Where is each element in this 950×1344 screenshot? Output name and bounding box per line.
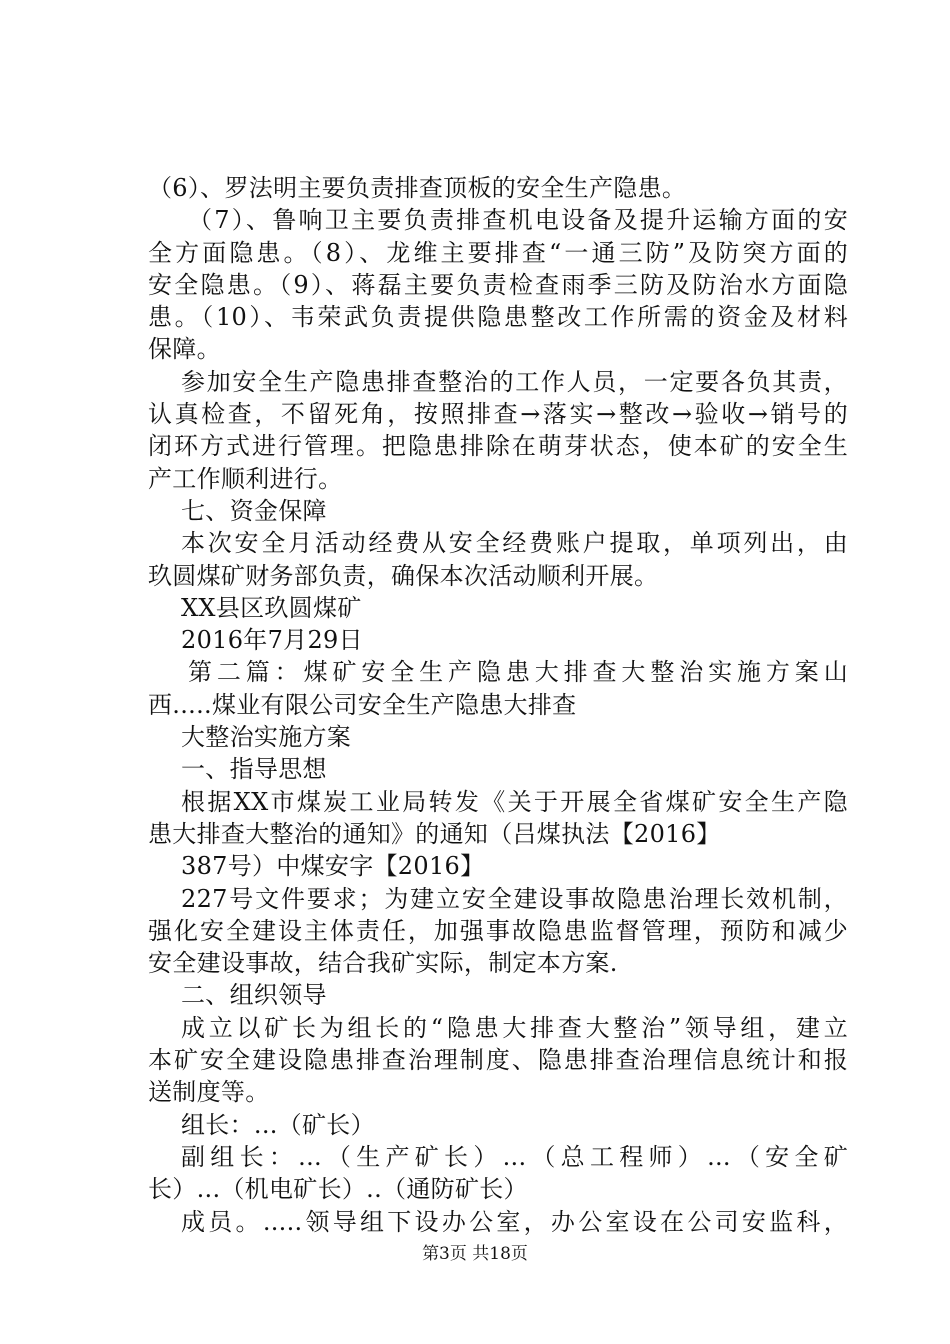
text-line: 认真检查，不留死角，按照排查→落实→整改→验收→销号的	[148, 400, 848, 429]
section-heading: 七、资金保障	[181, 496, 327, 525]
text-line: 大整治实施方案	[181, 723, 352, 752]
text-line: 安全隐患。（9）、蒋磊主要负责检查雨季三防及防治水方面隐	[148, 270, 848, 299]
text-line: （6）、罗法明主要负责排查顶板的安全生产隐患。	[148, 174, 687, 202]
section-heading: 一、指导思想	[181, 755, 327, 784]
signature-org: XX县区玖圆煤矿	[181, 593, 362, 622]
page-number-footer: 第3页 共18页	[422, 1244, 528, 1264]
text-line: 成立以矿长为组长的“隐患大排查大整治”领导组，建立	[181, 1013, 848, 1042]
text-line: 患。（10）、韦荣武负责提供隐患整改工作所需的资金及材料	[148, 303, 848, 332]
text-line: 产工作顺利进行。	[148, 464, 343, 493]
text-line: 全方面隐患。（8）、龙维主要排查“一通三防”及防突方面的	[148, 238, 848, 267]
text-line: 玖圆煤矿财务部负责，确保本次活动顺利开展。	[148, 561, 659, 590]
section-heading: 二、组织领导	[181, 981, 327, 1010]
text-line: 参加安全生产隐患排查整治的工作人员，一定要各负其责，	[181, 367, 848, 396]
text-line: 根据XX市煤炭工业局转发《关于开展全省煤矿安全生产隐	[181, 787, 848, 816]
signature-date: 2016年7月29日	[181, 626, 363, 655]
chapter-title: 第二篇：煤矿安全生产隐患大排查大整治实施方案山	[188, 658, 848, 687]
text-line: 保障。	[148, 335, 221, 364]
text-line: 成员。.....领导组下设办公室，办公室设在公司安监科，	[181, 1207, 848, 1236]
text-line: 患大排查大整治的通知》的通知（吕煤执法【2016】	[148, 819, 721, 848]
text-line: 长）...（机电矿长）..（通防矿长）	[148, 1175, 528, 1204]
text-line: 闭环方式进行管理。把隐患排除在萌芽状态，使本矿的安全生	[148, 432, 848, 461]
text-line: 强化安全建设主体责任，加强事故隐患监督管理，预防和减少	[148, 916, 848, 945]
text-line: 本矿安全建设隐患排查治理制度、隐患排查治理信息统计和报	[148, 1046, 848, 1075]
text-line: 组长：...（矿长）	[181, 1110, 375, 1139]
text-line: 送制度等。	[148, 1078, 270, 1107]
text-line: 副组长：...（生产矿长）...（总工程师）...（安全矿	[181, 1142, 848, 1171]
text-line: 本次安全月活动经费从安全经费账户提取，单项列出，由	[181, 529, 848, 558]
text-line: （7）、鲁响卫主要负责排查机电设备及提升运输方面的安	[188, 206, 848, 235]
document-body	[148, 172, 848, 1238]
text-line: 227号文件要求；为建立安全建设事故隐患治理长效机制，	[181, 884, 848, 913]
text-line: 安全建设事故，结合我矿实际，制定本方案.	[148, 949, 618, 978]
text-line: 西.....煤业有限公司安全生产隐患大排查	[148, 690, 577, 719]
text-line: 387号）中煤安字【2016】	[181, 852, 485, 881]
